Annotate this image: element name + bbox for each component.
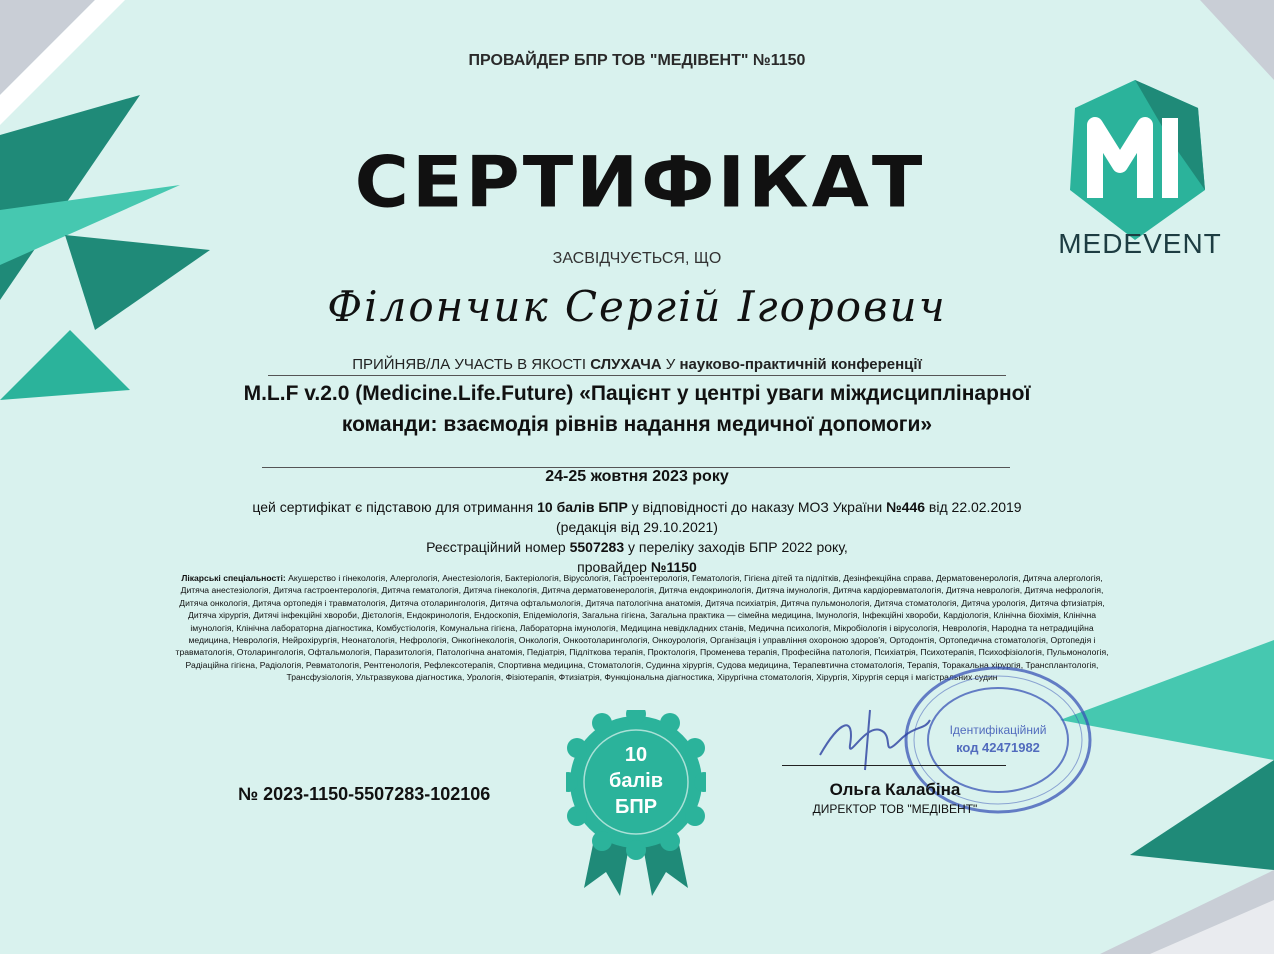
certificate-number: № 2023-1150-5507283-102106 — [238, 784, 491, 804]
director-role: ДИРЕКТОР ТОВ "МЕДІВЕНТ" — [812, 802, 978, 816]
badge-line-3: БПР — [614, 796, 658, 818]
stamp-id-label: Ідентифікаційний — [949, 723, 1047, 737]
basis-block — [170, 497, 1104, 577]
basis-line-1: цей сертифікат є підставою для отримання 10 балів БПР у відповідності до наказу МОЗ України №446 від 22.02.2019 — [252, 499, 1022, 515]
badge-line-1: 10 — [624, 744, 648, 766]
specialties-text: Акушерство і гінекологія, Алергологія, Анестезіологія, Бактеріологія, Вірусологія, Гастроентерологія, Гематологія, Гігієна дітей та підлітків, Дезінфекційна справа, Дерматовенерологія, Дитяча алергологія, Дитяча анестезіологія, Дитяча гастроентерологія, Дитяча гематологія, Дитяча гінекологія, Дитяча дерматовенерологія, Дитяча ендокринологія, Дитяча імунологія, Дитяча кардіоревматологія, Дитяча неврологія, Дитяча нефрологія, Дитяча онкологія, Дитяча ортопедія і травматологія, Дитяча отоларингологія, Дитяча офтальмологія, Дитяча патологічна анатомія, Дитяча психіатрія, Дитяча пульмонологія, Дитяча стоматологія, Дитяча урологія, Дитяча фтизіатрія, Дитяча хірургія, Дитячі інфекційні хвороби, Дієтологія, Ендокринологія, Ендоскопія, Епідеміологія, Загальна гігієна, Загальна практика — сімейна медицина, Імунологія, Інфекційні хвороби, Кардіологія, Клінічна біохімія, Клінічна імунологія, Клінічна лабораторна діагностика, Комбустіологія, Комунальна гігієна, Лабораторна імунологія, Медицина невідкладних станів, Медична психологія, Мікробіологія і вірусологія, Неврологія, Народна та нетрадиційна медицина, Неврологія, Нейрохірургія, Неонатологія, Нефрологія, Онкогінекологія, Онкологія, Онкоотоларингологія, Онкоурологія, Організація і управління охороною здоров'я, Ортодонтія, Ортопедична стоматологія, Ортопедія і травматологія, Отоларингологія, Офтальмологія, Паразитологія, Патологічна анатомія, Педіатрія, Підліткова терапія, Проктологія, Променева терапія, Професійна патологія, Психіатрія, Психотерапія, Психофізіологія, Пульмонологія, Радіаційна гігієна, Радіологія, Ревматологія, Рентгенологія, Рефлексотерапія, Спортивна медицина, Стоматологія, Судинна хірургія, Судова медицина, Терапевтична стоматологія, Терапія, Торакальна хірургія, Трансплантологія, Трансфузіологія, Ультразвукова діагностика, Урологія, Фізіотерапія, Фтизіатрія, Функціональна діагностика, Хірургічна стоматологія, Хірургія, Хірургія серця і магістральних судин — [175, 573, 1109, 683]
certificate-title: СЕРТИФІКАТ — [354, 142, 926, 224]
registration-line: Реєстраційний номер 5507283 у переліку заходів БПР 2022 року, — [426, 539, 848, 555]
signature-line — [782, 765, 1006, 766]
basis-edition: (редакція від 29.10.2021) — [556, 519, 718, 535]
participation-middle: У — [661, 356, 680, 373]
bpr-points: 10 балів БПР — [537, 499, 628, 515]
underline-participation — [268, 375, 1006, 376]
event-dates: 24-25 жовтня 2023 року — [545, 468, 729, 485]
participation-prefix: ПРИЙНЯВ/ЛА УЧАСТЬ В ЯКОСТІ — [352, 356, 591, 373]
signature-icon — [810, 700, 960, 780]
recipient-name: Філончик Сергій Ігорович — [327, 282, 947, 331]
order-number: №446 — [886, 499, 926, 515]
registration-number: 5507283 — [569, 539, 625, 555]
provider-number-line: провайдер №1150 — [577, 559, 697, 575]
provider-number: №1150 — [650, 559, 697, 575]
participation-event-type: науково-практичній конференції — [679, 356, 922, 373]
badge-line-2: балів — [608, 770, 664, 792]
triangle-right-dark — [1130, 760, 1274, 870]
badge-text — [566, 742, 706, 820]
specialties-label: Лікарські спеціальності: — [181, 573, 286, 583]
logo-wordmark: MEDEVENT — [1058, 228, 1222, 259]
participation-line — [0, 356, 1274, 373]
certifies-label: ЗАСВІДЧУЄТЬСЯ, ЩО — [552, 250, 722, 267]
provider-line: ПРОВАЙДЕР БПР ТОВ "МЕДІВЕНТ" №1150 — [468, 52, 806, 69]
participation-role: СЛУХАЧА — [590, 356, 662, 373]
event-title: M.L.F v.2.0 (Medicine.Life.Future) «Пацієнт у центрі уваги міждисциплінарної команди: взаємодія рівнів надання медичної допомоги» — [243, 382, 1031, 436]
director-block — [790, 780, 1000, 816]
director-name: Ольга Калабіна — [829, 780, 961, 799]
stamp-id-code: код 42471982 — [956, 740, 1040, 755]
